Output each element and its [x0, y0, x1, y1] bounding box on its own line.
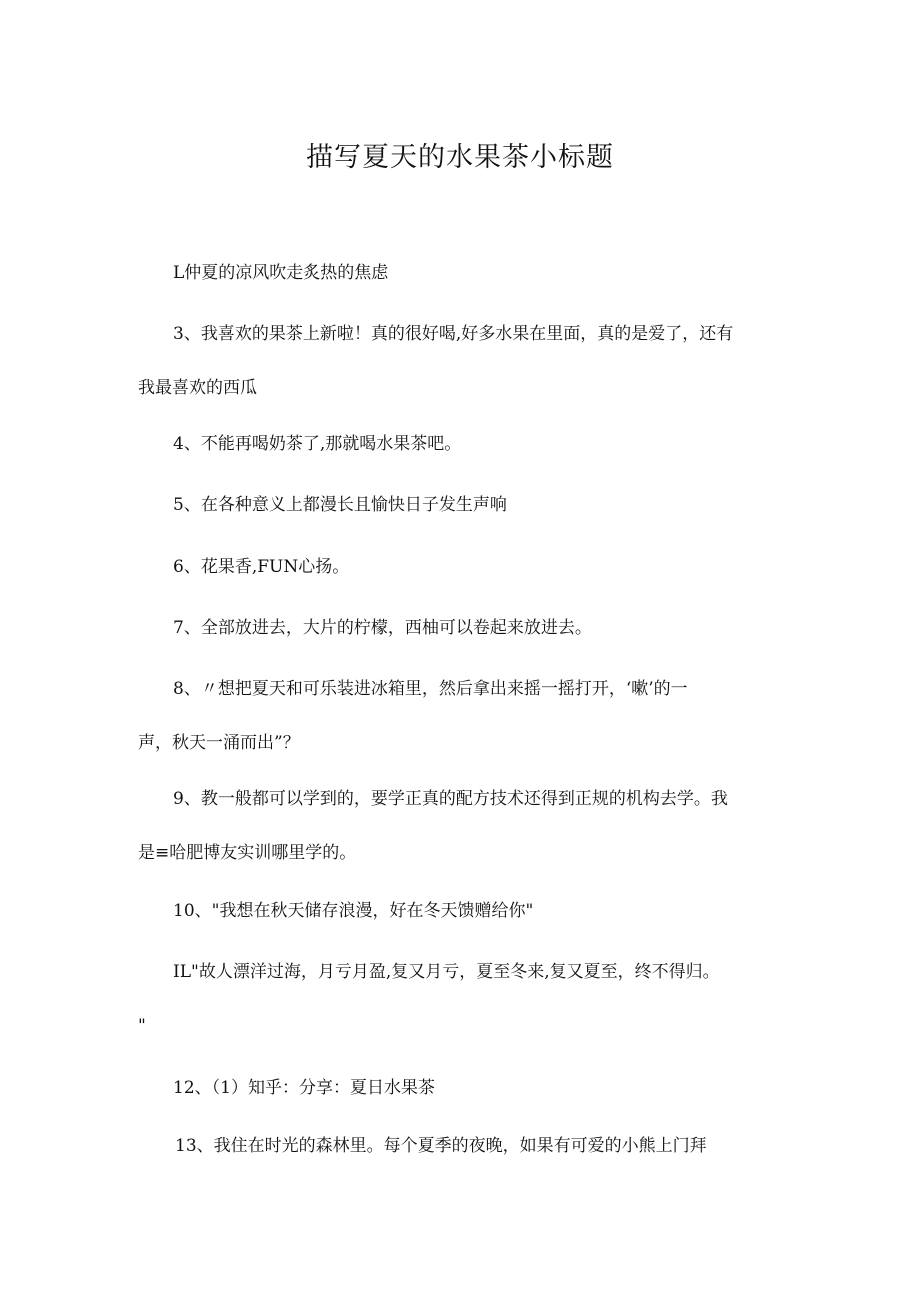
paragraph-line: 9、教一般都可以学到的，要学正真的配方技术还得到正规的机构去学。我 — [173, 789, 728, 809]
paragraph-line: 13、我住在时光的森林里。每个夏季的夜晚，如果有可爱的小熊上门拜 — [175, 1136, 707, 1156]
paragraph-line: 6、花果香,FUN心扬。 — [173, 557, 350, 577]
paragraph-8 — [138, 675, 788, 757]
paragraph-line: 我最喜欢的西瓜 — [138, 378, 257, 398]
paragraph-10 — [138, 897, 788, 925]
paragraph-line: L仲夏的凉风吹走炙热的焦虑 — [173, 263, 389, 283]
page-title: 描写夏天的水果茶小标题 — [306, 142, 614, 173]
paragraph-3 — [138, 320, 788, 402]
paragraph-line: 5、在各种意义上都漫长且愉快日子发生声响 — [173, 495, 507, 515]
paragraph-line: 声，秋天一涌而出”？ — [138, 733, 300, 753]
paragraph-line: 3、我喜欢的果茶上新啦！真的很好喝,好多水果在里面，真的是爱了，还有 — [173, 324, 734, 344]
paragraph-9 — [138, 785, 788, 867]
paragraph-7 — [138, 614, 788, 642]
paragraph-line: " — [138, 1016, 146, 1036]
paragraph-line: 7、全部放进去，大片的柠檬，西柚可以卷起来放进去。 — [173, 618, 592, 638]
paragraph-6 — [138, 553, 788, 581]
paragraph-1 — [138, 259, 788, 287]
paragraph-4 — [138, 430, 788, 458]
paragraph-13 — [175, 1132, 825, 1160]
paragraph-12 — [138, 1074, 788, 1102]
paragraph-line: 4、不能再喝奶茶了,那就喝水果茶吧。 — [173, 434, 462, 454]
paragraph-line: 是≡哈肥博友实训哪里学的。 — [138, 843, 357, 863]
paragraph-line: 12、（1）知乎：分享：夏日水果茶 — [173, 1078, 435, 1098]
paragraph-5 — [138, 491, 788, 519]
paragraph-line: 8、〃想把夏天和可乐装进冰箱里，然后拿出来摇一摇打开，‘嗽’的一 — [173, 679, 688, 699]
paragraph-11 — [138, 958, 788, 1040]
paragraph-line: IL"故人漂洋过海，月亏月盈,复又月亏，夏至冬来,复又夏至，终不得归。 — [173, 962, 720, 982]
paragraph-line: 10、"我想在秋天储存浪漫，好在冬天馈赠给你" — [173, 901, 534, 921]
